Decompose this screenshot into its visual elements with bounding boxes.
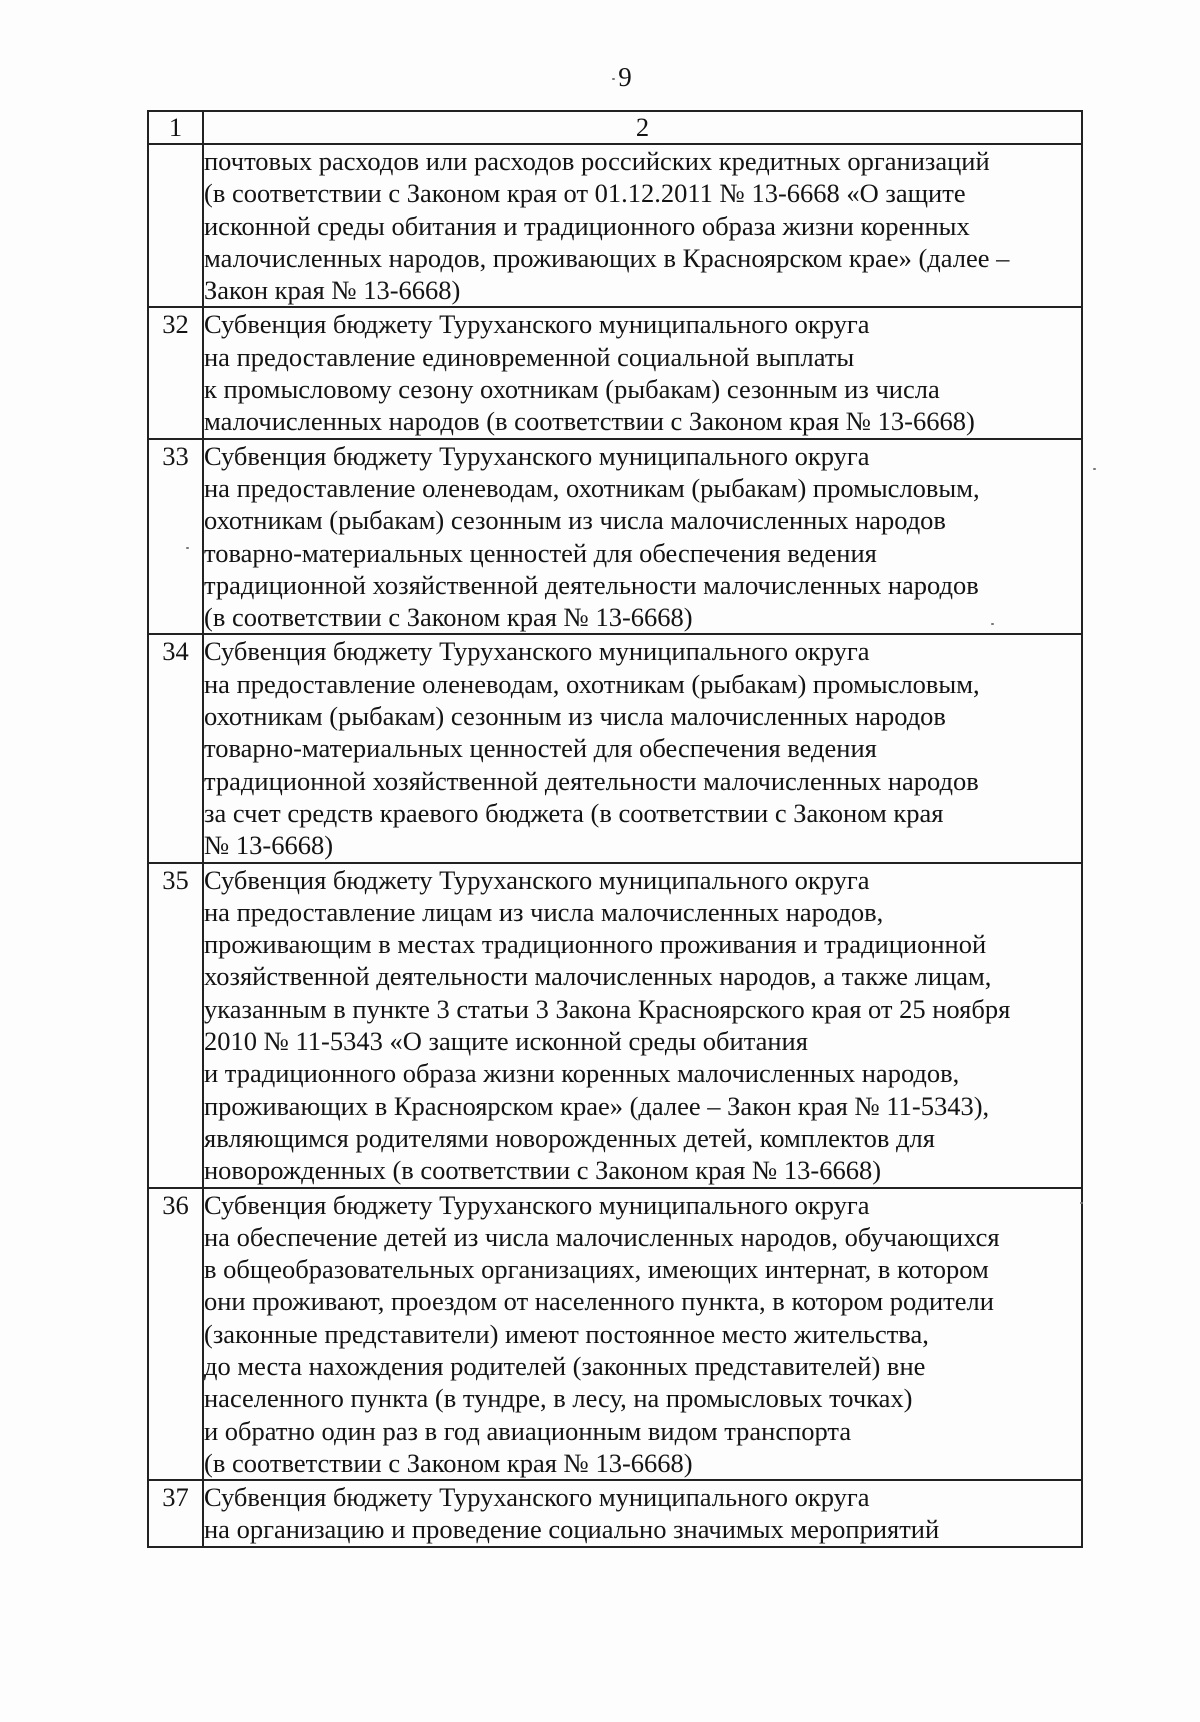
- row-description: [203, 439, 1082, 635]
- scan-speck: [991, 623, 994, 625]
- description-line: товарно-материальных ценностей для обеспечения ведения: [204, 537, 877, 568]
- row-number: 33: [148, 439, 203, 635]
- row-number: 37: [148, 1480, 203, 1547]
- description-line: Субвенция бюджету Туруханского муниципального округа: [204, 636, 870, 667]
- column-header-2: 2: [203, 111, 1082, 144]
- row-number: 36: [148, 1188, 203, 1481]
- description-line: и обратно один раз в год авиационным видом транспорта: [204, 1415, 852, 1446]
- scan-speck: [186, 547, 189, 549]
- description-line: Субвенция бюджету Туруханского муниципального округа: [204, 1482, 870, 1513]
- description-line: (в соответствии с Законом края от 01.12.2011 № 13-6668 «О защите: [204, 178, 966, 209]
- description-line: и традиционного образа жизни коренных малочисленных народов,: [204, 1058, 960, 1089]
- description-line: проживающих в Красноярском крае» (далее – Закон края № 11-5343),: [204, 1090, 990, 1121]
- description-line: являющимся родителями новорожденных детей, комплектов для: [204, 1122, 935, 1153]
- appendix-table: [147, 110, 1083, 1548]
- description-line: на предоставление оленеводам, охотникам (рыбакам) промысловым,: [204, 472, 980, 503]
- row-description: [203, 307, 1082, 438]
- description-line: к промысловому сезону охотникам (рыбакам) сезонным из числа: [204, 374, 940, 405]
- row-description: [203, 144, 1082, 307]
- description-line: они проживают, проездом от населенного пункта, в котором родители: [204, 1286, 994, 1317]
- description-line: населенного пункта (в тундре, в лесу, на промысловых точках): [204, 1383, 913, 1414]
- description-line: охотникам (рыбакам) сезонным из числа малочисленных народов: [204, 505, 946, 536]
- description-line: за счет средств краевого бюджета (в соответствии с Законом края: [204, 797, 944, 828]
- description-line: Субвенция бюджету Туруханского муниципального округа: [204, 440, 870, 471]
- description-line: охотникам (рыбакам) сезонным из числа малочисленных народов: [204, 701, 946, 732]
- column-header-1: 1: [148, 111, 203, 144]
- row-description: [203, 1188, 1082, 1481]
- description-line: (в соответствии с Законом края № 13-6668): [204, 1447, 693, 1478]
- table-row: [148, 634, 1082, 862]
- row-number: 32: [148, 307, 203, 438]
- table-row: [148, 307, 1082, 438]
- table-row: [148, 439, 1082, 635]
- description-line: исконной среды обитания и традиционного образа жизни коренных: [204, 210, 970, 241]
- description-line: Субвенция бюджету Туруханского муниципального округа: [204, 864, 870, 895]
- description-line: хозяйственной деятельности малочисленных народов, а также лицам,: [204, 961, 992, 992]
- description-line: Закон края № 13-6668): [204, 275, 461, 306]
- table-row: [148, 144, 1082, 307]
- row-number: 34: [148, 634, 203, 862]
- description-line: на предоставление лицам из числа малочисленных народов,: [204, 896, 884, 927]
- description-line: в общеобразовательных организациях, имеющих интернат, в котором: [204, 1254, 989, 1285]
- description-line: на предоставление оленеводам, охотникам (рыбакам) промысловым,: [204, 668, 980, 699]
- row-number: 35: [148, 863, 203, 1188]
- description-line: Субвенция бюджету Туруханского муниципального округа: [204, 309, 870, 340]
- description-line: (в соответствии с Законом края № 13-6668): [204, 602, 693, 633]
- row-description: [203, 1480, 1082, 1547]
- description-line: на организацию и проведение социально значимых мероприятий: [204, 1514, 940, 1545]
- description-line: до места нахождения родителей (законных представителей) вне: [204, 1350, 926, 1381]
- page-number: 9: [618, 62, 632, 92]
- row-description: [203, 863, 1082, 1188]
- description-line: малочисленных народов (в соответствии с Законом края № 13-6668): [204, 406, 975, 437]
- description-line: традиционной хозяйственной деятельности малочисленных народов: [204, 569, 979, 600]
- description-line: малочисленных народов, проживающих в Красноярском крае» (далее –: [204, 242, 1010, 273]
- description-line: (законные представители) имеют постоянное место жительства,: [204, 1318, 929, 1349]
- table-row: [148, 1188, 1082, 1481]
- description-line: новорожденных (в соответствии с Законом края № 13-6668): [204, 1155, 882, 1186]
- description-line: проживающим в местах традиционного проживания и традиционной: [204, 929, 987, 960]
- description-line: № 13-6668): [204, 830, 334, 861]
- description-line: 2010 № 11-5343 «О защите исконной среды обитания: [204, 1026, 808, 1057]
- scan-speck: [1080, 1202, 1083, 1204]
- description-line: почтовых расходов или расходов российских кредитных организаций: [204, 146, 990, 176]
- table-row: [148, 1480, 1082, 1547]
- row-description: [203, 634, 1082, 862]
- description-line: на предоставление единовременной социальной выплаты: [204, 341, 855, 372]
- description-line: Субвенция бюджету Туруханского муниципального округа: [204, 1189, 870, 1220]
- description-line: товарно-материальных ценностей для обеспечения ведения: [204, 733, 877, 764]
- table-row: [148, 863, 1082, 1188]
- scan-speck: [1093, 468, 1096, 470]
- description-line: традиционной хозяйственной деятельности малочисленных народов: [204, 765, 979, 796]
- description-line: на обеспечение детей из числа малочисленных народов, обучающихся: [204, 1221, 1000, 1252]
- description-line: указанным в пункте 3 статьи 3 Закона Красноярского края от 25 ноября: [204, 993, 1011, 1024]
- table-header-row: [148, 111, 1082, 144]
- row-number: [148, 144, 203, 307]
- scan-speck: [612, 78, 615, 80]
